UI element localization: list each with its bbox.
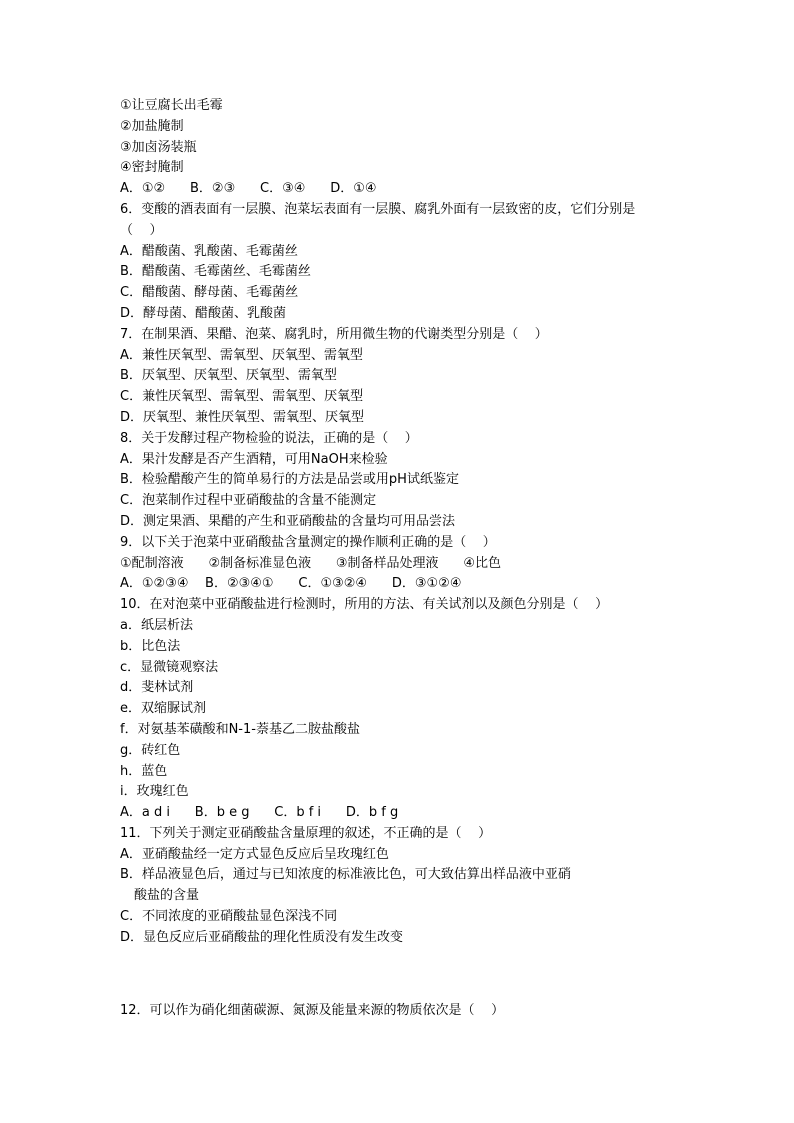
question-lines (120, 96, 680, 949)
paragraph-gap (120, 949, 680, 1001)
text-line: （ ） (120, 222, 163, 238)
text-line: A．①② B．②③ C．③④ D．①④ (120, 181, 377, 197)
text-line: c．显微镜观察法 (120, 659, 219, 675)
text-line: A．果汁发酵是否产生酒精，可用NaOH来检验 (120, 451, 388, 467)
text-line: ③加卤汤装瓶 (120, 139, 197, 155)
text-line: 6．变酸的酒表面有一层膜、泡菜坛表面有一层膜、腐乳外面有一层致密的皮，它们分别是 (120, 201, 636, 217)
text-line: i．玫瑰红色 (120, 784, 189, 800)
text-line: 11．下列关于测定亚硝酸盐含量原理的叙述，不正确的是（ ） (120, 825, 492, 841)
text-line: A．醋酸菌、乳酸菌、毛霉菌丝 (120, 243, 298, 259)
text-line: a．纸层析法 (120, 617, 193, 633)
text-line: 8．关于发酵过程产物检验的说法，正确的是（ ） (120, 430, 418, 446)
text-line: 7．在制果酒、果醋、泡菜、腐乳时，所用微生物的代谢类型分别是（ ） (120, 326, 548, 342)
text-line: ④密封腌制 (120, 160, 184, 176)
text-line: B．检验醋酸产生的简单易行的方法是品尝或用pH试纸鉴定 (120, 472, 459, 488)
text-line: 10．在对泡菜中亚硝酸盐进行检测时，所用的方法、有关试剂以及颜色分别是（ ） (120, 597, 609, 613)
text-line: g．砖红色 (120, 742, 181, 758)
question-lines-continued (120, 1001, 680, 1022)
text-line: A．①②③④ B．②③④① C．①③②④ D．③①②④ (120, 576, 462, 592)
text-line: 9．以下关于泡菜中亚硝酸盐含量测定的操作顺利正确的是（ ） (120, 534, 496, 550)
text-line: C．醋酸菌、酵母菌、毛霉菌丝 (120, 285, 299, 301)
text-line: f．对氨基苯磺酸和N-1-萘基乙二胺盐酸盐 (120, 721, 360, 737)
text-line: D．显色反应后亚硝酸盐的理化性质没有发生改变 (120, 929, 404, 945)
text-line: D．测定果酒、果醋的产生和亚硝酸盐的含量均可用品尝法 (120, 513, 456, 529)
text-line: d．斐林试剂 (120, 680, 194, 696)
text-line: A．兼性厌氧型、需氧型、厌氧型、需氧型 (120, 347, 363, 363)
text-line: ①让豆腐长出毛霉 (120, 98, 223, 113)
text-line: 12．可以作为硝化细菌碳源、氮源及能量来源的物质依次是（ ） (120, 1002, 505, 1018)
text-line: B．醋酸菌、毛霉菌丝、毛霉菌丝 (120, 264, 311, 280)
text-line: b．比色法 (120, 638, 181, 654)
text-line: D．酵母菌、醋酸菌、乳酸菌 (120, 305, 287, 321)
text-line: A．a d i B．b e g C．b f i D．b f g (120, 805, 399, 821)
text-line: 酸盐的含量 (134, 888, 200, 904)
text-line: C．兼性厌氧型、需氧型、需氧型、厌氧型 (120, 389, 364, 405)
text-line: C．泡菜制作过程中亚硝酸盐的含量不能测定 (120, 493, 377, 509)
question-text (120, 96, 680, 1021)
text-line: ②加盐腌制 (120, 118, 184, 134)
text-line: D．厌氧型、兼性厌氧型、需氧型、厌氧型 (120, 409, 365, 425)
text-line: B．厌氧型、厌氧型、厌氧型、需氧型 (120, 368, 337, 384)
text-line: h．蓝色 (120, 763, 168, 779)
text-line: A．亚硝酸盐经一定方式显色反应后呈玫瑰红色 (120, 846, 389, 862)
text-line: e．双缩脲试剂 (120, 701, 206, 717)
text-line: ①配制溶液 ②制备标准显色液 ③制备样品处理液 ④比色 (120, 555, 501, 571)
text-line: C．不同浓度的亚硝酸盐显色深浅不同 (120, 909, 338, 925)
text-line: B．样品液显色后，通过与已知浓度的标准液比色，可大致估算出样品液中亚硝 (120, 867, 571, 883)
